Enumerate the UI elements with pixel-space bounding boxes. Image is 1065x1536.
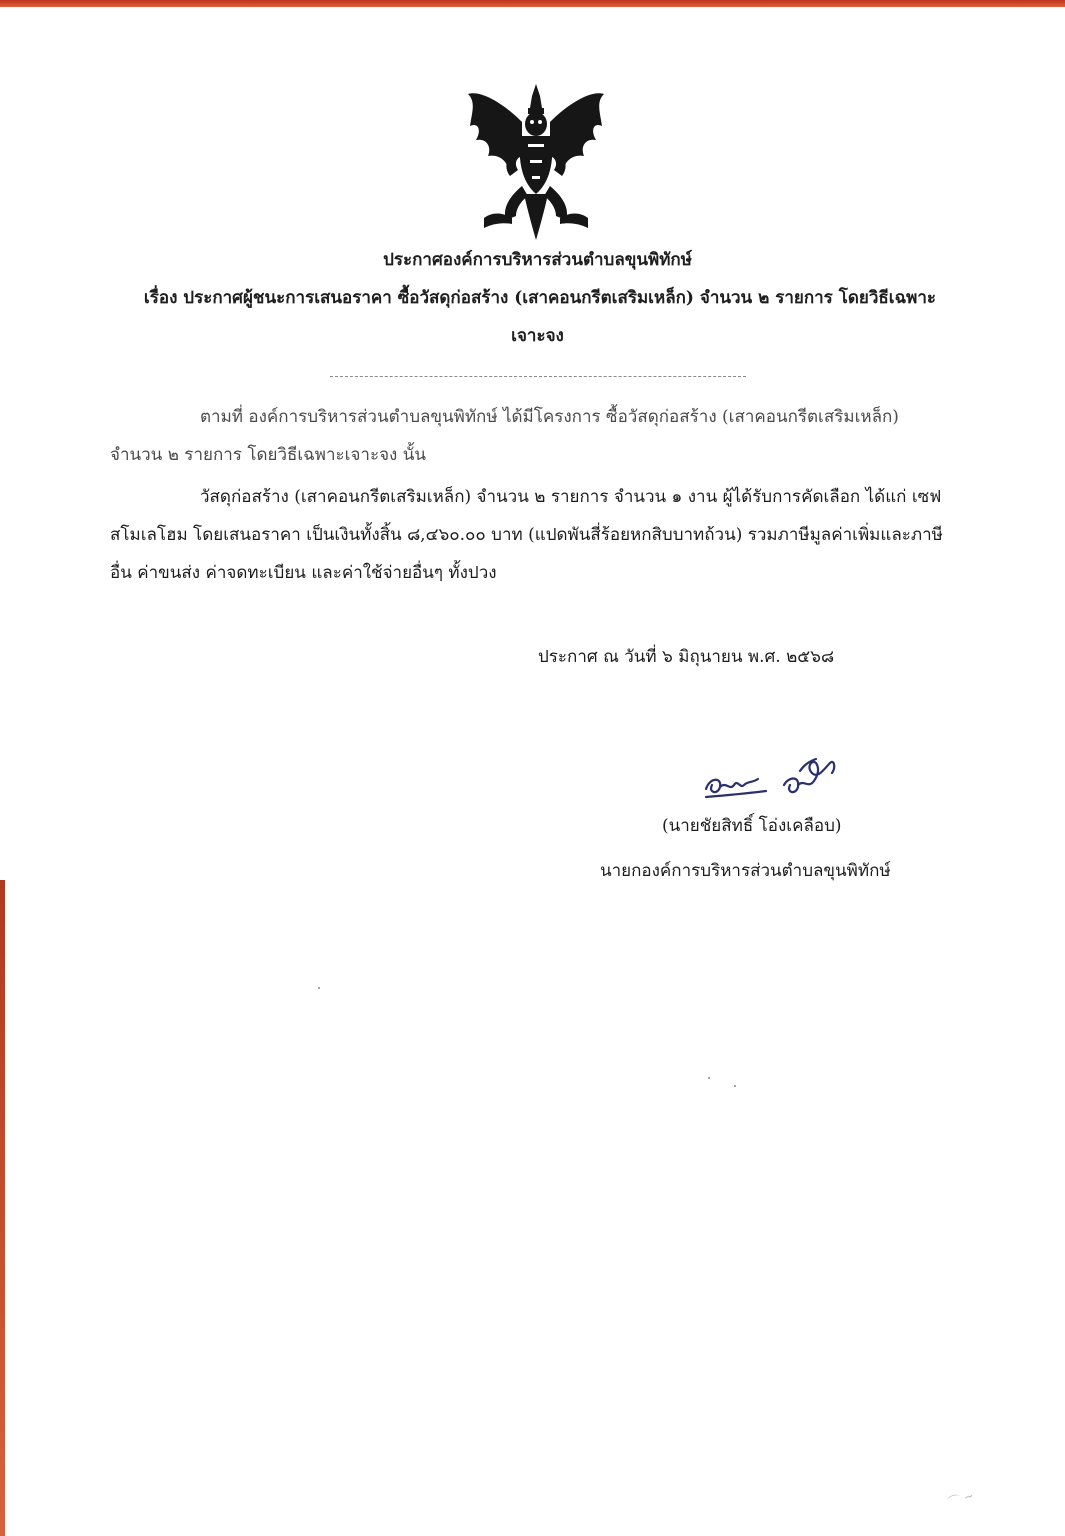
announcement-date: ประกาศ ณ วันที่ ๖ มิถุนายน พ.ศ. ๒๕๖๘: [538, 647, 835, 667]
speck: [318, 987, 320, 989]
announcement-title: ประกาศองค์การบริหารส่วนตำบลขุนพิทักษ์: [383, 250, 692, 270]
signer-name: (นายชัยสิทธิ์ โอ่งเคลือบ): [662, 816, 842, 836]
paragraph-1-line-2: จำนวน ๒ รายการ โดยวิธีเฉพาะเจาะจง นั้น: [110, 445, 427, 465]
subject-line-continued: เจาะจง: [511, 326, 564, 346]
handwritten-signature: [700, 755, 850, 805]
paragraph-2-line-2: สโมเลโฮม โดยเสนอราคา เป็นเงินทั้งสิ้น ๘,๔๖๐.๐๐ บาท (แปดพันสี่ร้อยหกสิบบาทถ้วน) รวมภาษีมูลค่าเพิ่มและภาษี: [110, 525, 943, 545]
title-divider: [330, 376, 746, 377]
paragraph-2-line-1: วัสดุก่อสร้าง (เสาคอนกรีตเสริมเหล็ก) จำนวน ๒ รายการ จำนวน ๑ งาน ผู้ได้รับการคัดเลือก ได้แก่ เซฟ: [200, 487, 942, 507]
subject-line: เรื่อง ประกาศผู้ชนะการเสนอราคา ซื้อวัสดุก่อสร้าง (เสาคอนกรีตเสริมเหล็ก) จำนวน ๒ รายการ โดยวิธีเฉพาะ: [143, 288, 937, 308]
paragraph-1-line-1: ตามที่ องค์การบริหารส่วนตำบลขุนพิทักษ์ ได้มีโครงการ ซื้อวัสดุก่อสร้าง (เสาคอนกรีตเสริมเหล็ก): [200, 407, 899, 427]
speck: [734, 1085, 736, 1087]
corner-scribble: ⌒ ∼: [946, 1488, 976, 1510]
garuda-emblem-icon: [462, 82, 610, 244]
signer-title: นายกองค์การบริหารส่วนตำบลขุนพิทักษ์: [600, 861, 891, 881]
speck: [708, 1077, 710, 1079]
paragraph-2-line-3: อื่น ค่าขนส่ง ค่าจดทะเบียน และค่าใช้จ่ายอื่นๆ ทั้งปวง: [110, 563, 497, 583]
